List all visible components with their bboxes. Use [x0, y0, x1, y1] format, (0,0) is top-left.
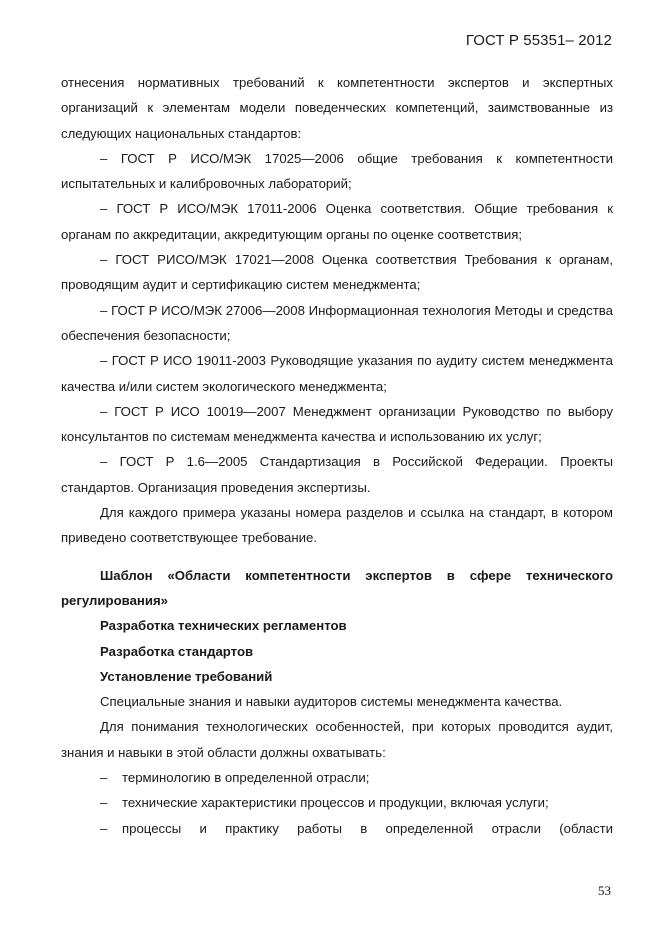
list-dash: – — [100, 820, 108, 836]
page-body — [61, 70, 613, 841]
list-item — [61, 816, 613, 841]
standard-item: – ГОСТ РИСО/МЭК 17021—2008 Оценка соответствия Требования к органам, проводящим аудит и сертификацию систем менеджмента; — [61, 252, 613, 293]
list-dash: – — [100, 795, 108, 811]
list-item — [61, 765, 613, 790]
standard-item: – ГОСТ Р ИСО 19011-2003 Руководящие указания по аудиту систем менеджмента качества и/или систем экологического менеджмента; — [61, 353, 613, 394]
understanding-paragraph: Для понимания технологических особенностей, при которых проводится аудит, знания и навыки в этой области должны охватывать: — [61, 719, 613, 760]
standard-item: – ГОСТ Р ИСО 10019—2007 Менеджмент организации Руководство по выбору консультантов по системам менеджмента качества и использованию их услуг; — [61, 403, 613, 445]
template-title: Шаблон «Области компетентности экспертов в сфере технического регулирования» — [61, 567, 613, 608]
list-item-text: технические характеристики процессов и продукции, включая услуги; — [122, 795, 549, 811]
standard-item: – ГОСТ Р ИСО/МЭК 17025—2006 общие требования к компетентности испытательных и калибровочных лабораторий; — [61, 150, 613, 192]
intro-paragraph: отнесения нормативных требований к компетентности экспертов и экспертных организаций к элементам модели поведенческих компетенций, заимствованные из следующих национальных стандартов: — [61, 75, 613, 141]
list-item-text: терминологию в определенной отрасли; — [122, 770, 370, 786]
standard-item: – ГОСТ Р ИСО/МЭК 27006—2008 Информационная технология Методы и средства обеспечения безопасности; — [61, 302, 613, 343]
list-dash: – — [100, 770, 108, 786]
section-heading: Установление требований — [100, 668, 273, 684]
section-heading: Разработка стандартов — [100, 643, 254, 659]
standard-item: – ГОСТ Р ИСО/МЭК 17011-2006 Оценка соответствия. Общие требования к органам по аккредитации, аккредитующим органы по оценке соответствия; — [61, 201, 613, 242]
standard-item: – ГОСТ Р 1.6—2005 Стандартизация в Российской Федерации. Проекты стандартов. Организация проведения экспертизы. — [61, 454, 613, 495]
page-number: 53 — [598, 883, 611, 898]
list-item-text: процессы и практику работы в определенной отрасли (области — [122, 820, 613, 836]
section-heading: Разработка технических регламентов — [100, 618, 347, 634]
note-paragraph: Для каждого примера указаны номера разделов и ссылка на стандарт, в котором приведено соответствующее требование. — [61, 505, 613, 546]
list-item — [61, 790, 613, 815]
special-knowledge-paragraph: Специальные знания и навыки аудиторов системы менеджмента качества. — [100, 694, 563, 710]
document-header: ГОСТ Р 55351– 2012 — [465, 32, 612, 49]
